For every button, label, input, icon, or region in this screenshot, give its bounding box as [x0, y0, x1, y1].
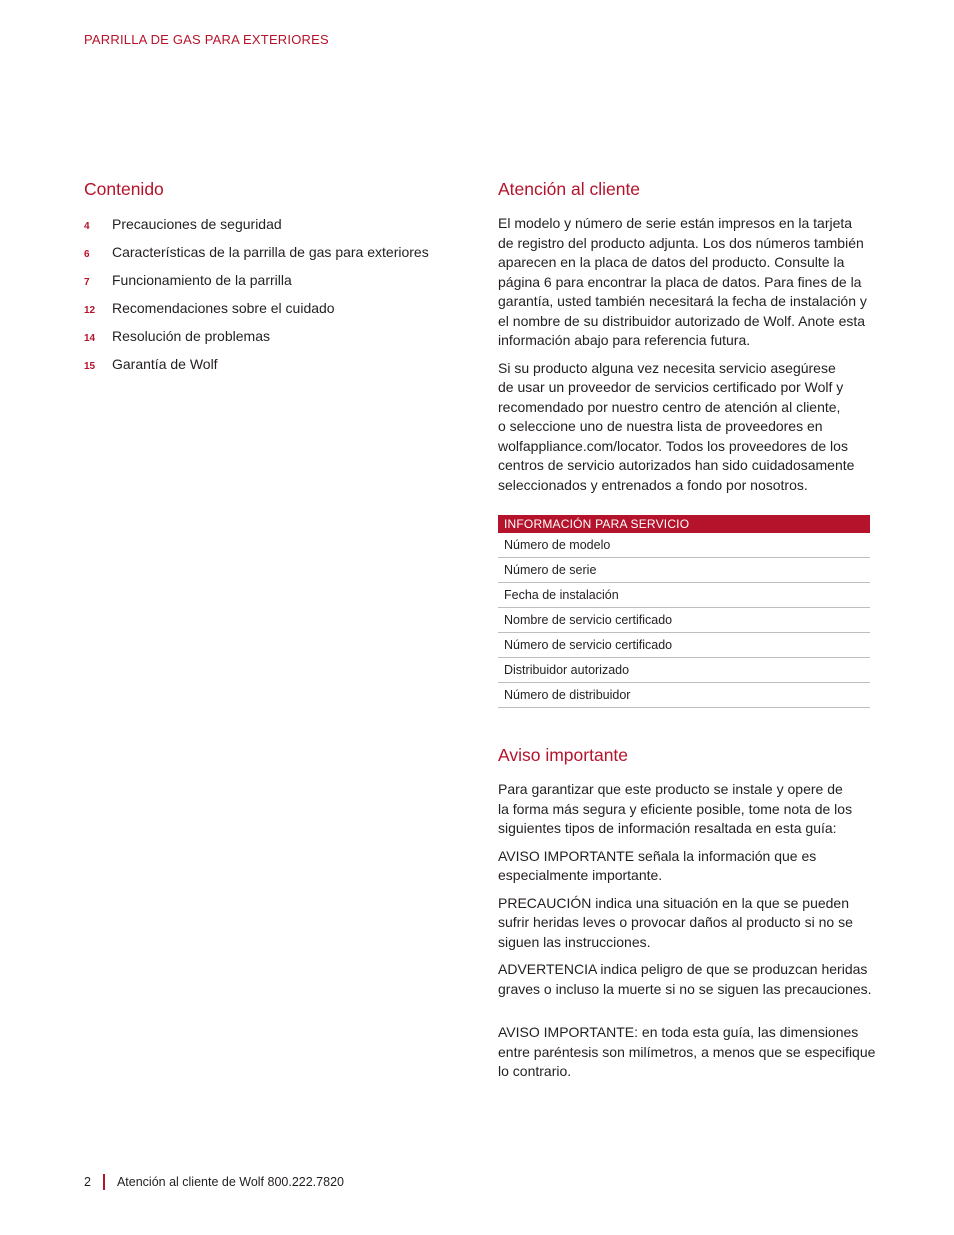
text-line: aparecen en la placa de datos del producto. Consulte la	[498, 254, 845, 270]
toc-item	[84, 355, 464, 383]
text-line: entre paréntesis son milímetros, a menos que se especifique	[498, 1043, 876, 1060]
text-line: centros de servicio autorizados han sido cuidadosamente	[498, 457, 855, 473]
toc-label: Resolución de problemas	[112, 328, 270, 344]
customer-care-heading: Atención al cliente	[498, 179, 641, 199]
notice-term: AVISO IMPORTANTE:	[498, 1024, 639, 1040]
text-line: en toda esta guía, las dimensiones	[638, 1024, 859, 1040]
important-notice-heading: Aviso importante	[498, 745, 629, 765]
toc-page-number: 4	[84, 221, 90, 232]
text-line: de registro del producto adjunta. Los dos números también	[498, 234, 864, 251]
service-info-row: Distribuidor autorizado	[498, 658, 870, 683]
notice-term: ADVERTENCIA	[498, 961, 597, 977]
customer-care-paragraph-2	[498, 359, 883, 496]
text-line: Para garantizar que este producto se instale y opere de	[498, 781, 843, 797]
toc-item	[84, 327, 464, 355]
notice-dimensions	[498, 1023, 883, 1082]
customer-care-paragraph-1	[498, 214, 883, 351]
text-line: la forma más segura y eficiente posible, tome nota de los	[498, 800, 853, 817]
service-info-row: Nombre de servicio certificado	[498, 608, 870, 633]
text-line: Si su producto alguna vez necesita servicio asegúrese	[498, 359, 836, 376]
service-info-header: INFORMACIÓN PARA SERVICIO	[498, 515, 870, 533]
text-line: el nombre de su distribuidor autorizado de Wolf. Anote esta	[498, 312, 866, 329]
toc-page-number: 6	[84, 249, 90, 260]
notice-important	[498, 847, 883, 886]
contents-heading: Contenido	[84, 179, 164, 199]
toc-page-number: 7	[84, 277, 90, 288]
text-line: o seleccione uno de nuestra lista de proveedores en	[498, 418, 823, 434]
notice-term: PRECAUCIÓN	[498, 894, 592, 911]
toc-label: Características de la parrilla de gas para exteriores	[112, 244, 429, 260]
toc-page-number: 15	[84, 361, 96, 372]
page-number: 2	[84, 1175, 91, 1189]
text-line: página 6 para encontrar la placa de datos. Para fines de la	[498, 273, 862, 290]
text-line: lo contrario.	[498, 1063, 572, 1079]
service-info-table	[498, 515, 870, 708]
text-line: indica una situación en la que se pueden	[591, 894, 849, 911]
toc-page-number: 12	[84, 305, 96, 316]
service-info-row: Número de serie	[498, 558, 870, 583]
toc-label: Precauciones de seguridad	[112, 216, 282, 232]
toc-list	[84, 215, 464, 383]
text-line: sufrir heridas leves o provocar daños al producto si no se	[498, 914, 853, 930]
notice-warning	[498, 960, 883, 999]
text-line: seleccionados y entrenados a fondo por nosotros.	[498, 476, 808, 493]
notice-intro	[498, 780, 883, 839]
service-info-row: Número de distribuidor	[498, 683, 870, 708]
text-line: de usar un proveedor de servicios certificado por Wolf y	[498, 379, 844, 395]
notice-caution	[498, 894, 883, 953]
text-line: señala la información que es	[634, 847, 817, 864]
toc-item	[84, 243, 464, 271]
contents-column	[84, 178, 464, 383]
footer-text: Atención al cliente de Wolf 800.222.7820	[116, 1175, 344, 1189]
text-line: garantía, usted también necesitará la fecha de instalación y	[498, 293, 867, 309]
customer-care-column	[498, 178, 883, 708]
text-line: wolfappliance.com/locator. Todos los proveedores de los	[498, 437, 848, 454]
page-footer	[84, 1174, 344, 1190]
toc-item	[84, 299, 464, 327]
important-notice-section	[498, 744, 883, 1090]
text-line: información abajo para referencia futura.	[498, 332, 751, 348]
text-line: El modelo y número de serie están impresos en la tarjeta	[498, 215, 853, 231]
text-line: graves o incluso la muerte si no se siguen las precauciones.	[498, 980, 872, 997]
footer-divider	[103, 1174, 105, 1190]
running-header: PARRILLA DE GAS PARA EXTERIORES	[84, 32, 329, 47]
service-info-row: Fecha de instalación	[498, 583, 870, 608]
service-info-row: Número de servicio certificado	[498, 633, 870, 658]
text-line: indica peligro de que se produzcan heridas	[596, 961, 868, 977]
spacer	[498, 1007, 883, 1023]
notice-term: AVISO IMPORTANTE	[498, 847, 635, 864]
text-line: especialmente importante.	[498, 867, 663, 883]
toc-item	[84, 271, 464, 299]
toc-page-number: 14	[84, 333, 96, 344]
text-line: siguientes tipos de información resaltada en esta guía:	[498, 820, 837, 836]
toc-label: Garantía de Wolf	[112, 356, 218, 372]
text-line: recomendado por nuestro centro de atención al cliente,	[498, 398, 841, 415]
toc-label: Recomendaciones sobre el cuidado	[112, 300, 335, 316]
toc-item	[84, 215, 464, 243]
toc-label: Funcionamiento de la parrilla	[112, 272, 292, 288]
service-info-row: Número de modelo	[498, 533, 870, 558]
text-line: siguen las instrucciones.	[498, 933, 651, 950]
